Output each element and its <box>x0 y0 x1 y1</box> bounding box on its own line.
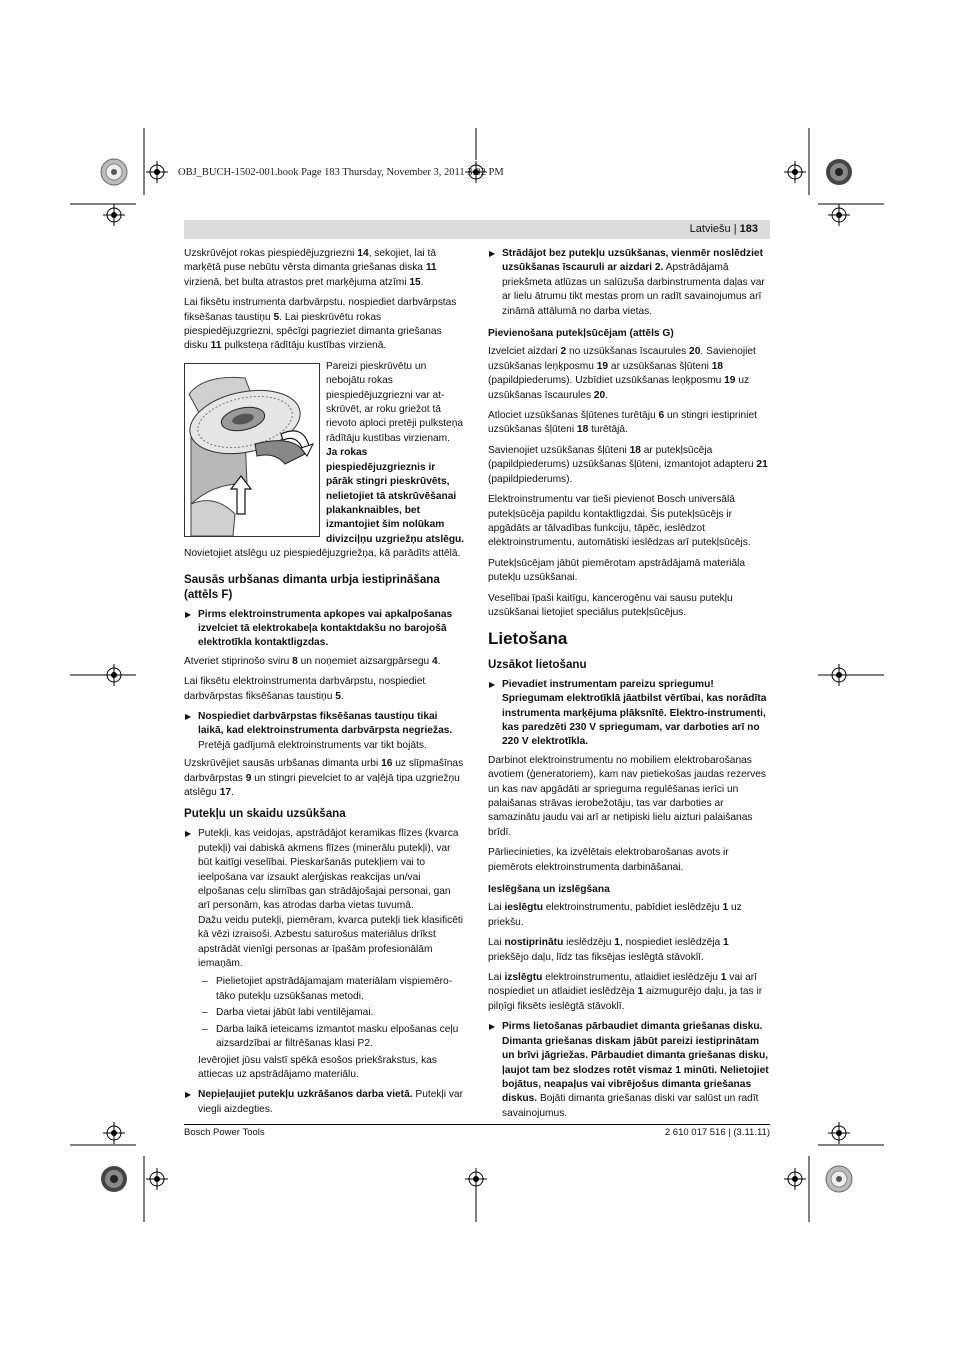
bullet-item: ▶ Pirms elektroinstrumenta apkopes vai apkalpošanas izvelciet tā elektrokabeļa kontaktdakšu no barojošā elektrotīkla kontaktligzdas. <box>185 608 453 649</box>
paragraph: Lai fiksētu instrumenta darbvārpstu, nospiediet darbvārpstas fiksēšanas taustiņu 5. Lai pieskrūvētu rokas piespiedējuzgriezni, spēcīgi pagrieziet dimanta griešanas disku 11 pulksteņa rādītāju kustības virzienā. <box>184 297 457 352</box>
bullet-item: ▶ Pirms lietošanas pārbaudiet dimanta griešanas disku. Dimanta griešanas diskam jābūt pareizi iestiprinātam un brīvi jāgriežas. Pārbaudiet dimanta griešanas disku, ļaujot tam bez slodzes rotēt vismaz 1 minūti. Nelietojiet bojātus, neapaļus vai vibrējošus dimanta griešanas diskus. Bojāti dimanta griešanas diski var salūst un radīt savainojumus. <box>489 1021 769 1119</box>
paragraph: Lai ieslēgtu elektroinstrumentu, pabīdiet ieslēdzēju 1 uz priekšu. <box>488 902 742 928</box>
left-column <box>184 247 465 1121</box>
paragraph: Atlociet uzsūkšanas šļūtenes turētāju 6 un stingri iestipriniet uzsūkšanas šļūteni 18 turētājā. <box>488 410 757 436</box>
figure-block <box>184 360 465 562</box>
bullet-item: ▶ Putekļi, kas veidojas, apstrādājot keramikas flīzes (kvarca putekļi) vai dabiskā akmens flīzes (minerālu putekļi), var būt kaitīgi veselībai. Pieskaršanās putekļiem vai to ieelpošana var izsaukt alerģiskas reakcijas un/vai elpošanas ceļu slimības gan strādājošajai personai, gan arī personām, kas atrodas darba vietas tuvumā. Dažu veidu putekļi, piemēram, kvarca putekļi tiek klasificēti kā vēzi izraisoši. Azbestu saturošus materiālus drīkst apstrādāt vienīgi personas ar īpašām profesionālām iemaņām. <box>185 828 463 970</box>
dash-item: – Pielietojiet apstrādājamajam materiālam vispiemēro-tāko putekļu uzsūkšanas metodi. <box>202 976 453 1002</box>
bullet-item: ▶ Nospiediet darbvārpstas fiksēšanas taustiņu tikai laikā, kad elektroinstrumenta darbvārpsta negriežas. Pretējā gadījumā elektroinstruments var tikt bojāts. <box>185 710 453 751</box>
bullet-triangle-icon: ▶ <box>185 829 192 839</box>
header-language: Latviešu <box>689 223 731 235</box>
paragraph: Lai izslēgtu elektroinstrumentu, atlaidiet ieslēdzēju 1 vai arī nospiediet un atlaidiet ieslēdzēja 1 aizmugurējo daļu, ja tas ir pilņīgi fiksēts ieslēgtā stāvoklī. <box>488 972 763 1012</box>
dash-item: – Darba laikā ieteicams izmantot masku elpošanas ceļu aizsardzībai ar filtrēšanas klasi P2. <box>202 1023 459 1050</box>
subsection-heading: Pievienošana putekļsūcējam (attēls G) <box>488 328 674 340</box>
bullet-triangle-icon: ▶ <box>185 711 192 721</box>
section-heading: Putekļu un skaidu uzsūkšana <box>184 807 346 821</box>
paragraph: Ievērojiet jūsu valstī spēkā esošos priekšrakstus, kas attiecas uz apstrādājamo materiālu. <box>198 1054 437 1080</box>
paragraph: Elektroinstrumentu var tieši pievienot Bosch universālā putekļsūcēja papildu kontaktligzdai. Šis putekļsūcējs ir apgādāts ar tālvadības funkciju, tāpēc, ieslēdzot elektroinstrumentu, automātiski ieslēdzas arī putekļsūcējs. <box>488 494 751 549</box>
right-column <box>488 247 770 1125</box>
paragraph: Lai nostiprinātu ieslēdzēju 1, nospiediet ieslēdzēja 1 priekšējo daļu, līdz tas fiksējas ieslēgtā stāvoklī. <box>488 937 729 963</box>
footer-brand: Bosch Power Tools <box>184 1127 265 1138</box>
paragraph: Putekļsūcējam jābūt piemērotam apstrādājamā materiāla putekļu uzsūkšanai. <box>488 557 746 584</box>
page-header <box>184 220 770 239</box>
bullet-triangle-icon: ▶ <box>185 1090 192 1100</box>
figure-caption-after: Novietojiet atslēgu uz piespiedējuzgriežņa, kā parādīts attēlā. <box>184 548 461 560</box>
paragraph: Uzskrūvējiet sausās urbšanas dimanta urbi 16 uz slīpmašīnas darbvārpstas 9 un stingri pievelciet to ar vaļējā tipa uzgriežņu atslēgu 17. <box>184 758 464 798</box>
footer-doc-number: 2 610 017 516 | (3.11.11) <box>664 1127 770 1138</box>
section-heading: Uzsākot lietošanu <box>488 657 587 671</box>
paragraph: Uzskrūvējot rokas piespiedējuzgriezni 14, sekojiet, lai tā marķētā puse nebūtu vērsta dimanta griešanas diska 11 virzienā, bet bulta atrastos pret marķējuma atzīmi 15. <box>184 248 437 288</box>
paragraph: Atveriet stiprinošo sviru 8 un noņemiet aizsargpārsegu 4. <box>184 655 441 667</box>
bullet-triangle-icon: ▶ <box>489 1022 496 1032</box>
page-number: 183 <box>739 223 758 235</box>
bullet-item: ▶ Nepieļaujiet putekļu uzkrāšanos darba vietā. Putekļi var viegli aizdegties. <box>185 1089 463 1115</box>
section-heading: Sausās urbšanas dimanta urbja iestiprināšana (attēls F) <box>184 572 440 601</box>
print-slug: OBJ_BUCH-1502-001.book Page 183 Thursday, November 3, 2011 3:02 PM <box>178 167 504 178</box>
footer-rule <box>184 1124 770 1125</box>
paragraph: Savienojiet uzsūkšanas šļūteni 18 ar putekļsūcēja (papildpiederums) uzsūkšanas šļūteni, izmantojot adapteru 21 (papildpiederums). <box>488 444 768 485</box>
header-separator: | <box>733 223 737 235</box>
paragraph: Veselībai īpaši kaitīgu, kancerogēnu vai sausu putekļu uzsūkšanai lietojiet speciālus putekļsūcējus. <box>488 592 733 618</box>
dash-item: – Darba vietai jābūt labi ventilējamai. <box>202 1007 374 1019</box>
header-text <box>690 223 758 235</box>
nut-removal-illustration <box>184 363 320 537</box>
paragraph: Izvelciet aizdari 2 no uzsūkšanas īscaurules 20. Savienojiet uzsūkšanas leņķposmu 19 ar uzsūkšanas šļūteni 18 (papildpiederums). Uzbīdiet uzsūkšanas leņķposmu 19 uz uzsūkšanas īscaurules 20. <box>488 346 756 401</box>
bullet-triangle-icon: ▶ <box>489 679 496 689</box>
bullet-item: ▶ Strādājot bez putekļu uzsūkšanas, vienmēr noslēdziet uzsūkšanas īscauruli ar aizdari 2. Apstrādājamā priekšmeta atlūzas un salūzuša darbinstrumenta daļas var ar lielu ātrumu tikt mestas prom un radīt savainojumus arī zināmā attālumā no darba vietas. <box>489 248 765 317</box>
paragraph: Pārliecinieties, ka izvēlētais elektrobarošanas avots ir piemērots elektroinstrumenta darbināšanai. <box>488 847 729 873</box>
figure-caption-text: Pareizi pieskrūvētu un nebojātu rokas piespiedējuzgriezni var at-skrūvēt, ar roku griežot tā rievoto aploci pretēji pulksteņa rādītāju kustības virzienam. <box>326 360 464 444</box>
figure-caption-warning: Ja rokas piespiedējuzgrieznis ir pārāk stingri pieskrūvēts, nelietojiet tā atskrūvēšanai plakanknaibles, bet izmantojiet šim nolūkam divizciļņu uzgriežņu atslēgu. <box>326 447 465 545</box>
grinder-drawing <box>185 364 319 536</box>
chapter-heading: Lietošana <box>488 629 568 649</box>
paragraph: Darbinot elektroinstrumentu no mobiliem elektrobarošanas avotiem (ģeneratoriem), kam nav pietiekošas jaudas rezerves un kas nav apgādāti ar sprieguma regulēšanas ierīci un palaišanas strāvas ierobežotāju, tas var darboties ar samazinātu jaudu vai arī ar netipiski lielu aizturi palaišanas brīdī. <box>488 754 767 838</box>
bullet-item: ▶ Pievadiet instrumentam pareizu spriegumu! Spriegumam elektrotīklā jāatbilst vērtībai, kas norādīta instrumenta marķējuma plāksnītē. Elektro-instrumenti, kas paredzēti 230 V spriegumam, var darboties arī no 220 V elektrotīkla. <box>489 678 767 748</box>
bullet-triangle-icon: ▶ <box>489 249 496 258</box>
subsection-heading: Ieslēgšana un izslēgšana <box>488 884 610 896</box>
paragraph: Lai fiksētu elektroinstrumenta darbvārpstu, nospiediet darbvārpstas fiksēšanas taustiņu 5. <box>184 676 426 702</box>
bullet-triangle-icon: ▶ <box>185 609 192 619</box>
